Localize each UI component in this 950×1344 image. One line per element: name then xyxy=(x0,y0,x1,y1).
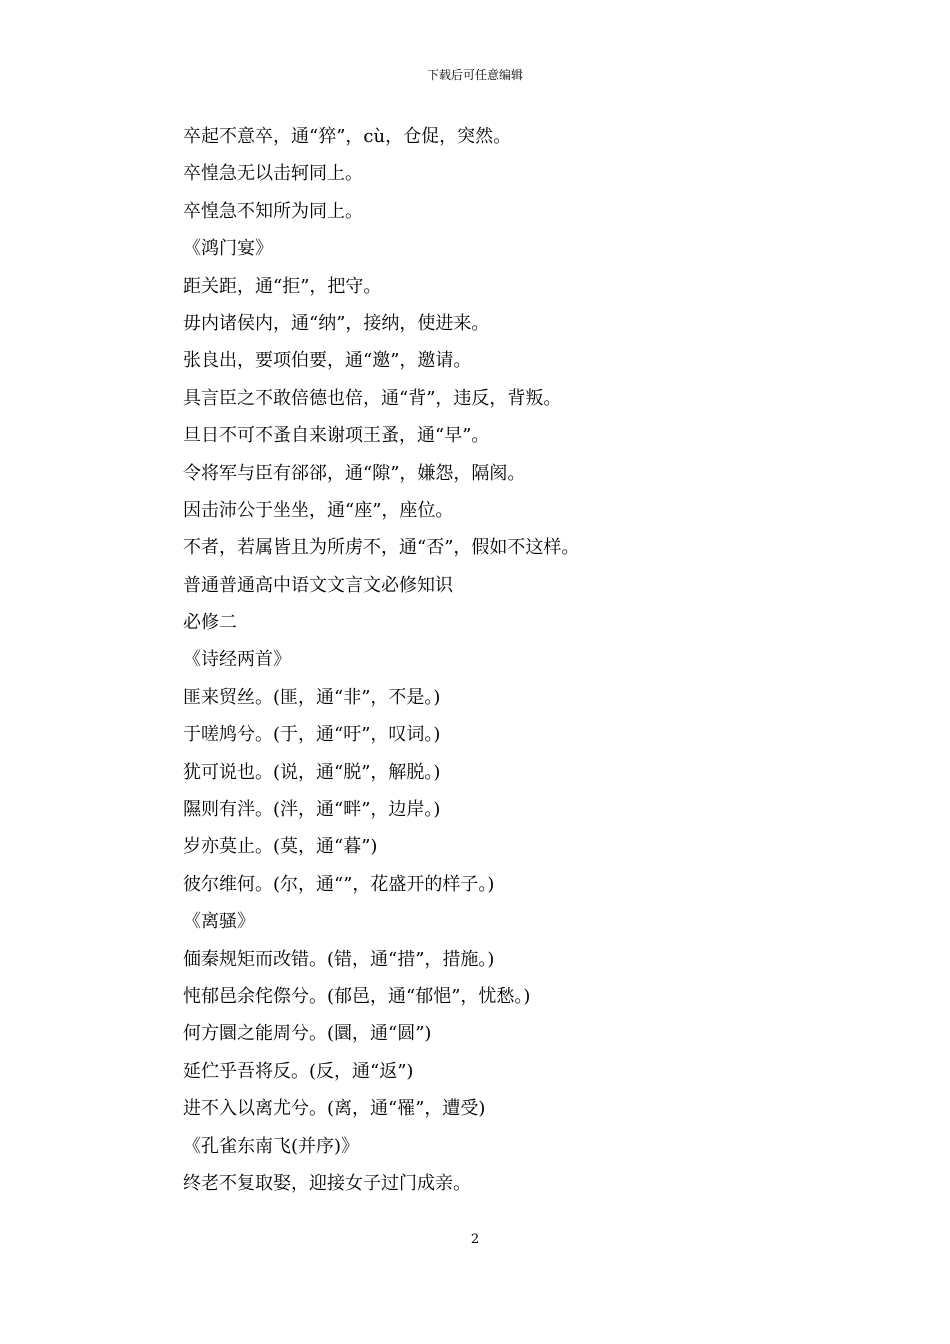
section-title: 《鸿门宴》 xyxy=(183,238,273,260)
text-line: 具言臣之不敢倍德也倍，通“背”，违反，背叛。 xyxy=(183,387,562,409)
text-line: 延伫乎吾将反。(反，通“返”) xyxy=(183,1060,414,1082)
page-number: 2 xyxy=(470,1232,480,1247)
text-line: 于嗟鸠兮。(于，通“吁”，叹词。) xyxy=(183,724,441,746)
text-line: 匪来贸丝。(匪，通“非”，不是。) xyxy=(183,686,441,708)
text-line: 令将军与臣有郤郤，通“隙”，嫌怨，隔阂。 xyxy=(183,462,526,484)
text-line: 终老不复取娶，迎接女子过门成亲。 xyxy=(183,1172,471,1194)
text-line: 忳郁邑余侘傺兮。(郁邑，通“郁悒”，忧愁。) xyxy=(183,985,531,1007)
text-line: 卒起不意卒，通“猝”，cù，仓促，突然。 xyxy=(183,126,512,147)
text-line: 张良出，要项伯要，通“邀”，邀请。 xyxy=(183,350,472,372)
text-line: 因击沛公于坐坐，通“座”，座位。 xyxy=(183,499,454,521)
text-line: 旦日不可不蚤自来谢项王蚤，通“早”。 xyxy=(183,425,490,447)
section-title: 《诗经两首》 xyxy=(183,649,291,671)
text-line: 卒惶急不知所为同上。 xyxy=(183,200,363,222)
body-text xyxy=(183,118,823,1202)
heading-line: 普通普通高中语文文言文必修知识 xyxy=(183,574,453,596)
section-title: 《孔雀东南飞(并序)》 xyxy=(183,1135,360,1157)
section-title: 《离骚》 xyxy=(183,911,255,933)
page-header: 下载后可任意编辑 xyxy=(426,68,523,82)
text-line: 彼尔维何。(尔，通“”，花盛开的样子。) xyxy=(183,873,495,895)
text-line: 犹可说也。(说，通“脱”，解脱。) xyxy=(183,761,441,783)
text-line: 隰则有泮。(泮，通“畔”，边岸。) xyxy=(183,799,441,821)
text-line: 毋内诸侯内，通“纳”，接纳，使进来。 xyxy=(183,312,490,334)
text-line: 岁亦莫止。(莫，通“暮”) xyxy=(183,836,378,858)
text-line: 进不入以离尤兮。(离，通“罹”，遭受) xyxy=(183,1098,486,1120)
text-line: 何方圜之能周兮。(圜，通“圆”) xyxy=(183,1023,432,1045)
text-line: 偭秦规矩而改错。(错，通“措”，措施。) xyxy=(183,948,495,970)
text-line: 卒惶急无以击轲同上。 xyxy=(183,163,363,185)
text-line: 不者，若属皆且为所虏不，通“否”，假如不这样。 xyxy=(183,537,580,559)
text-line: 距关距，通“拒”，把守。 xyxy=(183,275,382,297)
heading-line: 必修二 xyxy=(183,612,237,634)
